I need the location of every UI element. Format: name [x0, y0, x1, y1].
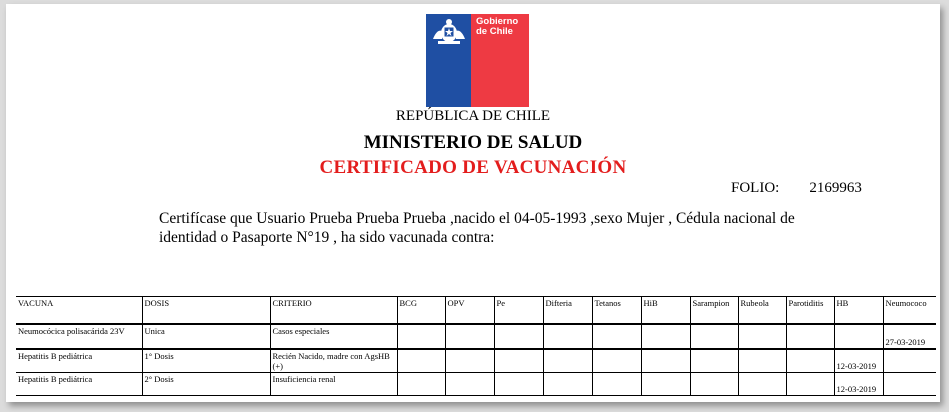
- cell-tetanos: [592, 324, 641, 349]
- header-bcg: BCG: [397, 297, 445, 325]
- table-row: [16, 373, 936, 396]
- cell-parotiditis: [786, 349, 834, 373]
- cell-criterio: Insuficiencia renal: [270, 373, 397, 396]
- cell-dosis: 1° Dosis: [142, 349, 270, 373]
- cell-bcg: [397, 373, 445, 396]
- header-neumococo: Neumococo: [883, 297, 936, 325]
- cell-neumococo: 27-03-2019: [883, 324, 936, 349]
- cell-parotiditis: [786, 373, 834, 396]
- cell-rubeola: [738, 349, 786, 373]
- header-opv: OPV: [445, 297, 494, 325]
- certificate-page: [6, 4, 940, 402]
- cell-pe: [494, 373, 543, 396]
- folio-label: FOLIO:: [731, 180, 780, 196]
- cell-hib: [641, 373, 690, 396]
- cell-hib: [641, 349, 690, 373]
- cell-sarampion: [690, 373, 738, 396]
- cell-criterio: Casos especiales: [270, 324, 397, 349]
- gobierno-de-chile-logo: [426, 14, 529, 107]
- table-row: [16, 324, 936, 349]
- cell-pe: [494, 324, 543, 349]
- vaccination-table: [16, 296, 936, 396]
- header-pe: Pe: [494, 297, 543, 325]
- header-hb: HB: [834, 297, 883, 325]
- folio-number: 2169963: [809, 180, 862, 196]
- cell-opv: [445, 349, 494, 373]
- cell-difteria: [543, 324, 592, 349]
- header-sarampion: Sarampion: [690, 297, 738, 325]
- logo-text-line2: de Chile: [476, 26, 513, 37]
- logo-text-line1: Gobierno: [476, 16, 519, 27]
- certificate-title: CERTIFICADO DE VACUNACIÓN: [319, 157, 627, 178]
- cell-bcg: [397, 324, 445, 349]
- cell-neumococo: [883, 373, 936, 396]
- table-header-row: [16, 297, 936, 325]
- header-hib: HiB: [641, 297, 690, 325]
- header-vacuna: VACUNA: [16, 297, 142, 325]
- cell-parotiditis: [786, 324, 834, 349]
- statement-line-1: Certifícase que Usuario Prueba Prueba Prueba ,nacido el 04-05-1993 ,sexo Mujer , Cédula nacional de: [159, 210, 795, 227]
- cell-tetanos: [592, 349, 641, 373]
- cell-difteria: [543, 349, 592, 373]
- header-difteria: Difteria: [543, 297, 592, 325]
- cell-neumococo: [883, 349, 936, 373]
- cell-opv: [445, 324, 494, 349]
- coat-of-arms-icon: [430, 17, 468, 47]
- certification-statement: [159, 209, 859, 247]
- cell-vacuna: Neumocócica polisacárida 23V: [16, 324, 142, 349]
- cell-hb: 12-03-2019: [834, 373, 883, 396]
- logo-text: [476, 17, 518, 37]
- cell-sarampion: [690, 324, 738, 349]
- cell-hib: [641, 324, 690, 349]
- cell-hb: 12-03-2019: [834, 349, 883, 373]
- cell-rubeola: [738, 324, 786, 349]
- cell-vacuna: Hepatitis B pediátrica: [16, 373, 142, 396]
- cell-criterio: Recién Nacido, madre con AgsHB (+): [270, 349, 397, 373]
- header-dosis: DOSIS: [142, 297, 270, 325]
- header-criterio: CRITERIO: [270, 297, 397, 325]
- cell-dosis: Unica: [142, 324, 270, 349]
- header-tetanos: Tetanos: [592, 297, 641, 325]
- header-parotiditis: Parotiditis: [786, 297, 834, 325]
- cell-opv: [445, 373, 494, 396]
- cell-sarampion: [690, 349, 738, 373]
- header-rubeola: Rubeola: [738, 297, 786, 325]
- cell-tetanos: [592, 373, 641, 396]
- table-row: [16, 349, 936, 373]
- folio: [731, 180, 862, 197]
- cell-bcg: [397, 349, 445, 373]
- cell-pe: [494, 349, 543, 373]
- statement-line-2: identidad o Pasaporte N°19 , ha sido vacunada contra:: [159, 229, 495, 246]
- cell-hb: [834, 324, 883, 349]
- cell-rubeola: [738, 373, 786, 396]
- cell-vacuna: Hepatitis B pediátrica: [16, 349, 142, 373]
- republica-heading: REPÚBLICA DE CHILE: [395, 108, 551, 124]
- cell-difteria: [543, 373, 592, 396]
- cell-dosis: 2° Dosis: [142, 373, 270, 396]
- ministerio-heading: MINISTERIO DE SALUD: [363, 132, 583, 153]
